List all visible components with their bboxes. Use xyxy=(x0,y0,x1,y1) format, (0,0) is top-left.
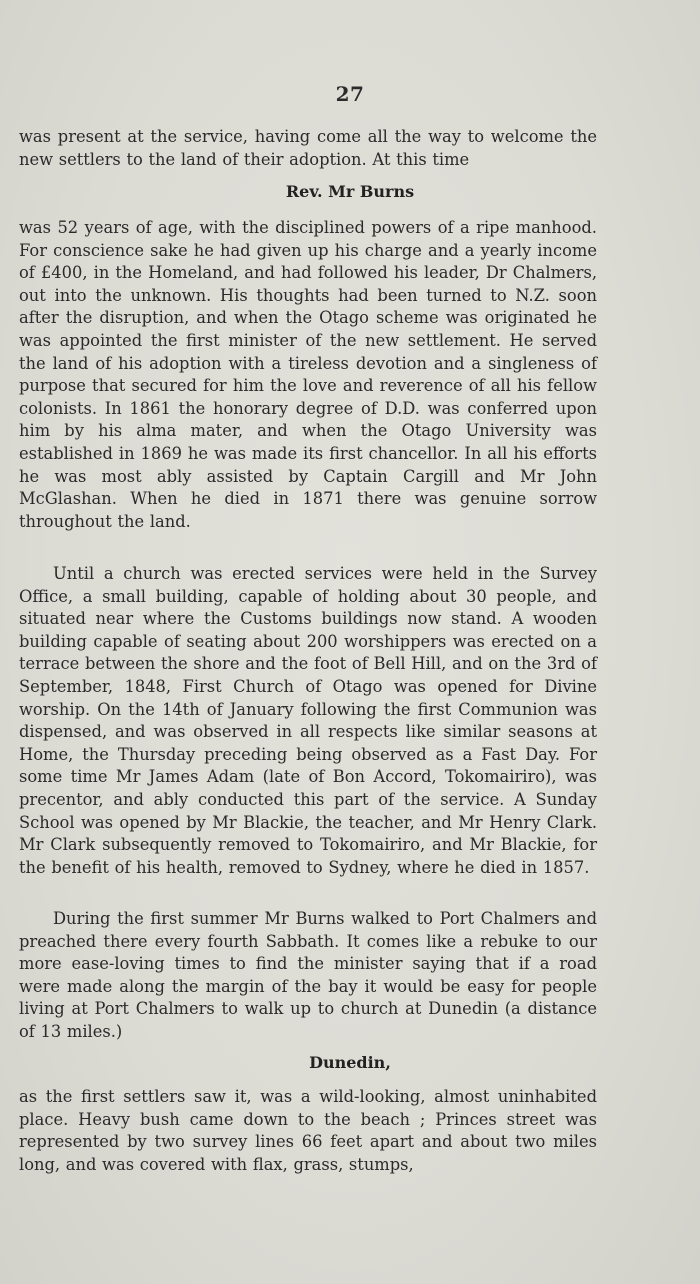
section-heading-rev-mr-burns: Rev. Mr Burns xyxy=(285,182,415,201)
page-number: 27 xyxy=(335,82,365,106)
paragraph-text: was present at the service, having come all the way to welcome the new settlers to the land of their adoption. At this time xyxy=(19,127,597,169)
paragraph-text: was 52 years of age, with the disciplined powers of a ripe manhood. For conscience sake he had given up his charge and a yearly income of £400, in the Homeland, and had followed his leader, Dr Chalmers, out into the unknown. His thoughts had been turned to N.Z. soon after the disruption, and when the Otago scheme was originated he was appointed the first minister of the new settlement. He served the land of his adoption with a tireless devotion and a singleness of purpose that secured for him the love and reverence of all his fellow colonists. In 1861 the honorary degree of D.D. was conferred upon him by his alma mater, and when the Otago University was established in 1869 he was made its first chancellor. In all his efforts he was most ably assisted by Captain Cargill and Mr John McGlashan. When he died in 1871 there was genuine sorrow throughout the land. xyxy=(19,218,597,531)
paragraph-burns xyxy=(19,217,597,533)
section-heading-dunedin: Dunedin, xyxy=(309,1053,391,1072)
paragraph-dunedin xyxy=(19,1086,597,1176)
paragraph-text: During the first summer Mr Burns walked to Port Chalmers and preached there every fourth Sabbath. It comes like a rebuke to our more ease-loving times to find the minister saying that if a road were made along the margin of the bay it would be easy for people living at Port Chalmers to walk up to church at Dunedin (a distance of 13 miles.) xyxy=(19,909,597,1041)
paragraph-church xyxy=(19,563,597,879)
paragraph-text: Until a church was erected services were held in the Survey Office, a small building, capable of holding about 30 people, and situated near where the Customs buildings now stand. A wooden building capable of seating about 200 worshippers was erected on a terrace between the shore and the foot of Bell Hill, and on the 3rd of September, 1848, First Church of Otago was opened for Divine worship. On the 14th of January following the first Communion was dispensed, and was observed in all respects like similar seasons at Home, the Thursday preceding being observed as a Fast Day. For some time Mr James Adam (late of Bon Accord, Tokomairiro), was precentor, and ably conducted this part of the service. A Sunday School was opened by Mr Blackie, the teacher, and Mr Henry Clark. Mr Clark subsequently removed to Tokomairiro, and Mr Blackie, for the benefit of his health, removed to Sydney, where he died in 1857. xyxy=(19,564,597,877)
paragraph-port-chalmers xyxy=(19,908,597,1044)
paragraph-continuation xyxy=(19,126,597,171)
paragraph-text: as the first settlers saw it, was a wild-looking, almost uninhabited place. Heavy bush came down to the beach ; Princes street was represented by two survey lines 66 feet apart and about two miles long, and was covered with flax, grass, stumps, xyxy=(19,1087,597,1174)
